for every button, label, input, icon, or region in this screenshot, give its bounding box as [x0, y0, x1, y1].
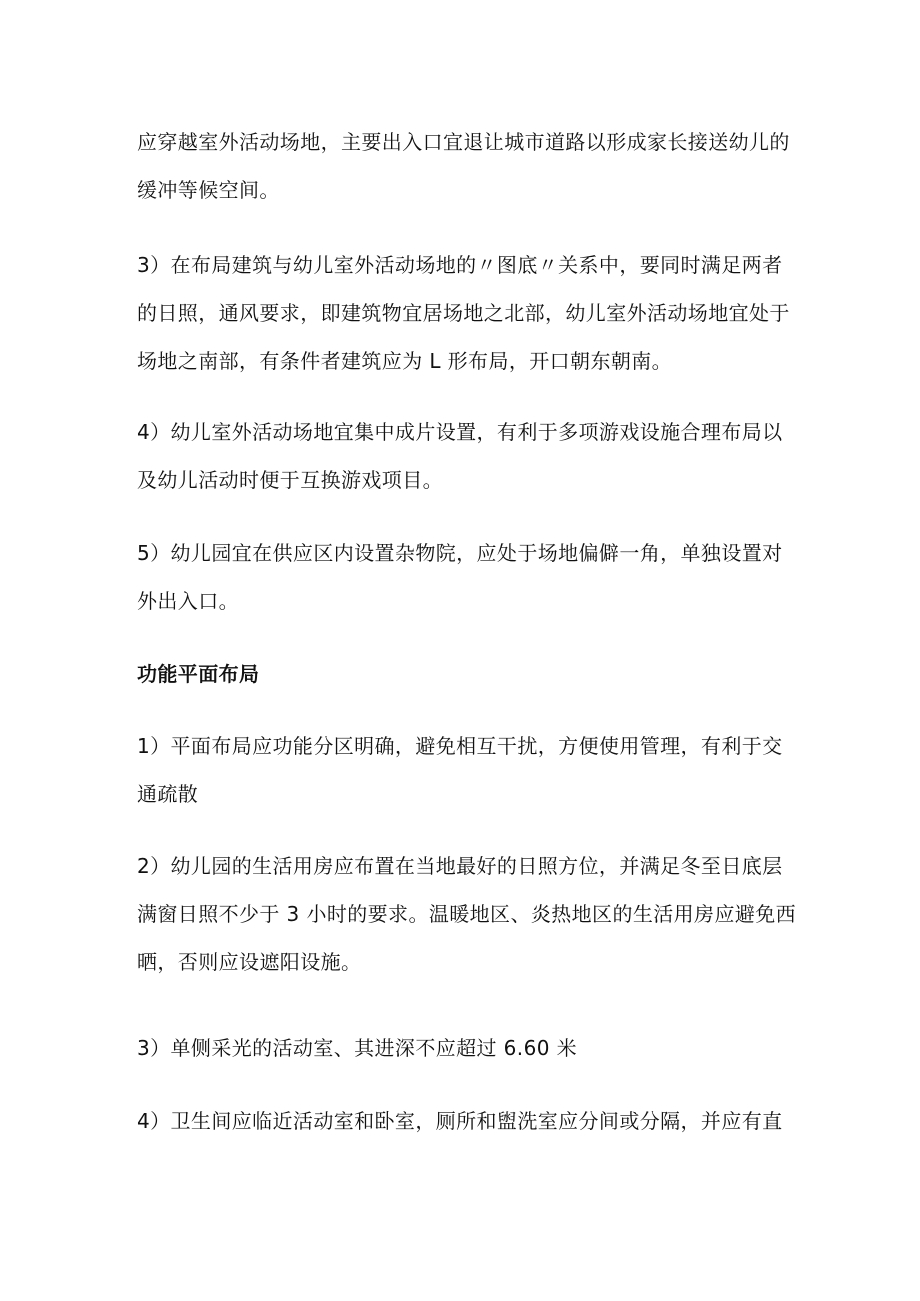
text-line: 2）幼儿园的生活用房应布置在当地最好的日照方位，并满足冬至日底层: [137, 854, 783, 878]
paragraph-func-2: [137, 842, 797, 986]
text-line: 满窗日照不少于 3 小时的要求。温暖地区、炎热地区的生活用房应避免西: [137, 902, 797, 926]
text-line: 4）卫生间应临近活动室和卧室，厕所和盥洗室应分间或分隔，并应有直: [137, 1109, 783, 1133]
paragraph-func-4: [137, 1097, 787, 1145]
text-line: 通疏散: [137, 782, 199, 806]
paragraph-item-3-sunlight: [137, 241, 790, 385]
paragraph-item-4-play: [137, 408, 787, 504]
text-line: 晒，否则应设遮阳设施。: [137, 950, 362, 974]
paragraph-func-1: [137, 722, 787, 818]
text-line: 的日照，通风要求，即建筑物宜居场地之北部，幼儿室外活动场地宜处于: [137, 301, 790, 325]
text-line: 5）幼儿园宜在供应区内设置杂物院，应处于场地偏僻一角，单独设置对: [137, 541, 783, 565]
text-line: 4）幼儿室外活动场地宜集中成片设置，有利于多项游戏设施合理布局以: [137, 420, 783, 444]
text-line: 3）在布局建筑与幼儿室外活动场地的〃图底〃关系中，要同时满足两者: [137, 253, 783, 277]
text-line: 1）平面布局应功能分区明确，避免相互干扰，方便使用管理，有利于交: [137, 734, 783, 758]
paragraph-item-5-storage: [137, 529, 787, 625]
text-line: 及幼儿活动时便于互换游戏项目。: [137, 468, 443, 492]
text-line: 3）单侧采光的活动室、其进深不应超过 6.60 米: [137, 1036, 577, 1060]
text-line: 外出入口。: [137, 589, 239, 613]
text-line: 应穿越室外活动场地，主要出入口宜退让城市道路以形成家长接送幼儿的: [137, 130, 790, 154]
paragraph-func-3: [137, 1024, 787, 1072]
text-line: 缓冲等候空间。: [137, 178, 280, 202]
heading-text: 功能平面布局: [137, 662, 260, 686]
section-heading-function-layout: [137, 650, 787, 698]
text-line: 场地之南部，有条件者建筑应为 L 形布局，开口朝东朝南。: [137, 349, 673, 373]
paragraph-continued: [137, 118, 790, 214]
